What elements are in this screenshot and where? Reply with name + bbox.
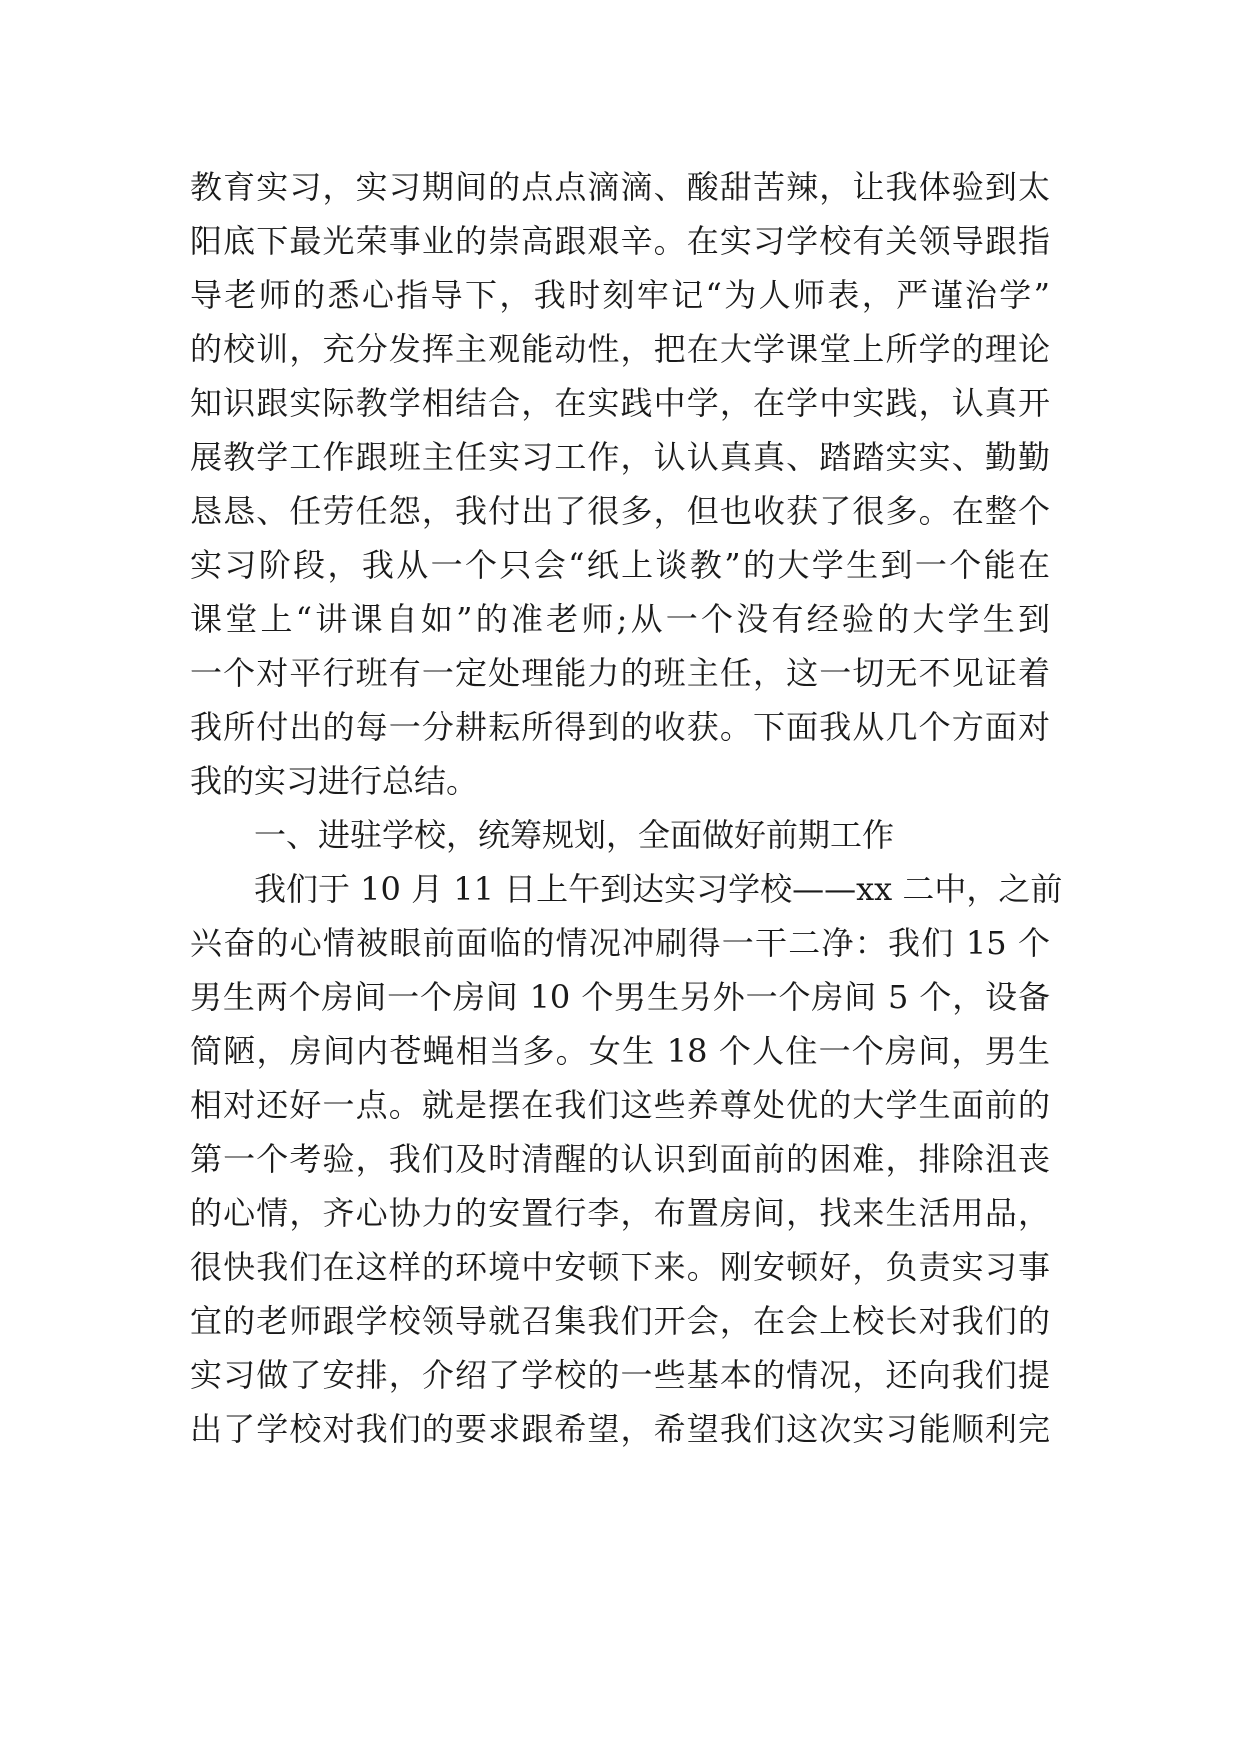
paragraph-1-line: 阳底下最光荣事业的崇高跟艰辛。在实习学校有关领导跟指 [190,222,1050,260]
paragraph-1-line: 课堂上“讲课自如”的准老师;从一个没有经验的大学生到 [190,600,1050,638]
paragraph-1-line: 我的实习进行总结。 [190,762,479,800]
paragraph-1-line: 实习阶段，我从一个只会“纸上谈教”的大学生到一个能在 [190,546,1050,584]
paragraph-2-line: 第一个考验，我们及时清醒的认识到面前的困难，排除沮丧 [190,1140,1050,1178]
paragraph-1-line: 的校训，充分发挥主观能动性，把在大学课堂上所学的理论 [190,330,1050,368]
paragraph-2-line: 很快我们在这样的环境中安顿下来。刚安顿好，负责实习事 [190,1248,1050,1286]
section-heading: 一、进驻学校，统筹规划，全面做好前期工作 [254,816,895,854]
paragraph-2-line: 相对还好一点。就是摆在我们这些养尊处优的大学生面前的 [190,1086,1050,1124]
paragraph-2-line: 男生两个房间一个房间 10 个男生另外一个房间 5 个，设备 [190,978,1050,1016]
paragraph-2-line: 兴奋的心情被眼前面临的情况冲刷得一干二净：我们 15 个 [190,924,1050,962]
paragraph-2-line: 的心情，齐心协力的安置行李，布置房间，找来生活用品， [190,1194,1050,1232]
paragraph-2-line: 我们于 10 月 11 日上午到达实习学校——xx 二中，之前 [254,870,1063,908]
paragraph-1-line: 我所付出的每一分耕耘所得到的收获。下面我从几个方面对 [190,708,1050,746]
paragraph-1-line: 展教学工作跟班主任实习工作，认认真真、踏踏实实、勤勤 [190,438,1050,476]
paragraph-2-line: 简陋，房间内苍蝇相当多。女生 18 个人住一个房间，男生 [190,1032,1050,1070]
paragraph-1-line: 导老师的悉心指导下，我时刻牢记“为人师表，严谨治学” [190,276,1050,314]
paragraph-2-line: 出了学校对我们的要求跟希望，希望我们这次实习能顺利完 [190,1410,1050,1448]
paragraph-1-line: 恳恳、任劳任怨，我付出了很多，但也收获了很多。在整个 [190,492,1050,530]
paragraph-1-line: 教育实习，实习期间的点点滴滴、酸甜苦辣，让我体验到太 [190,168,1050,206]
document-body [190,160,1063,1456]
paragraph-2-line: 宜的老师跟学校领导就召集我们开会，在会上校长对我们的 [190,1302,1050,1340]
paragraph-1-line: 一个对平行班有一定处理能力的班主任，这一切无不见证着 [190,654,1050,692]
paragraph-2-line: 实习做了安排，介绍了学校的一些基本的情况，还向我们提 [190,1356,1050,1394]
paragraph-1-line: 知识跟实际教学相结合，在实践中学，在学中实践，认真开 [190,384,1050,422]
